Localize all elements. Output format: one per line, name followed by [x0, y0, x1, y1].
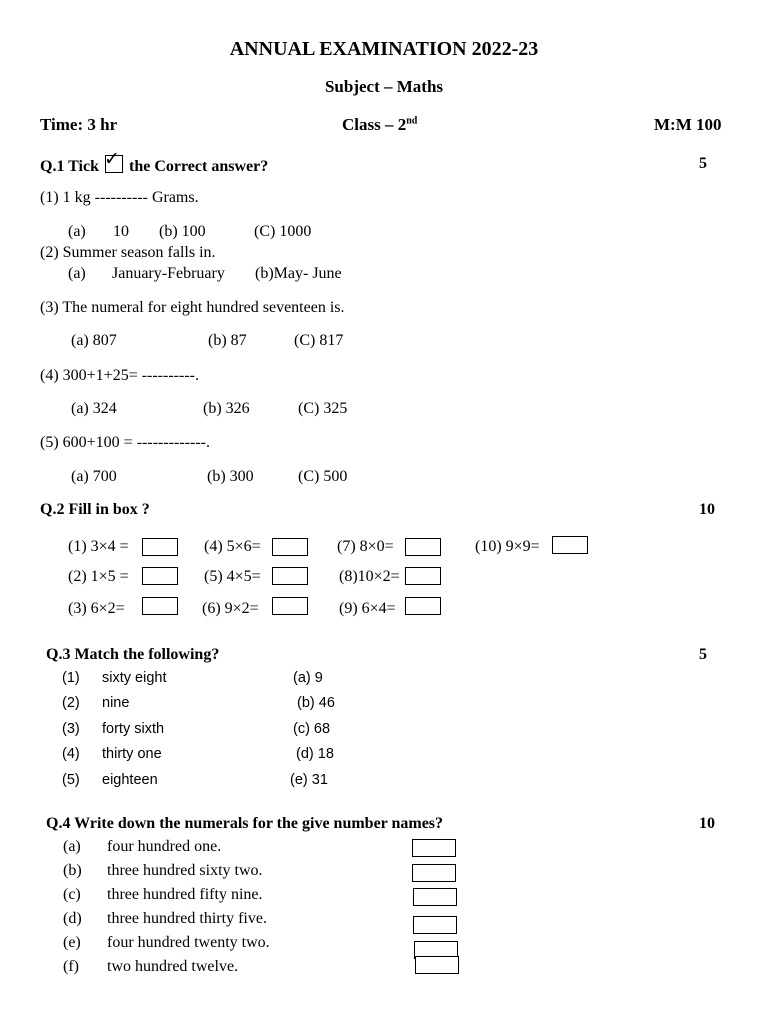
match-number: (2) [62, 695, 80, 711]
q2-item: (2) 1×5 = [68, 568, 129, 585]
answer-box[interactable] [272, 538, 308, 556]
answer-box[interactable] [412, 864, 456, 882]
match-right-item: (e) 31 [290, 772, 328, 788]
answer-box[interactable] [405, 597, 441, 615]
q4-number-name: three hundred thirty five. [107, 910, 267, 927]
time-label: Time: 3 hr [40, 115, 118, 134]
match-left-item: sixty eight [102, 670, 167, 686]
q2-item: (3) 6×2= [68, 600, 125, 617]
match-right-item: (a) 9 [293, 670, 323, 686]
q4-label: (a) [63, 838, 81, 855]
answer-box[interactable] [413, 916, 457, 934]
q1-option: January-February [112, 265, 225, 282]
tick-box-icon [103, 148, 123, 173]
q2-item: (10) 9×9= [475, 538, 540, 555]
q1-question-2: (2) Summer season falls in. [40, 244, 216, 261]
q1-marks: 5 [699, 155, 707, 172]
q3-heading: Q.3 Match the following? [46, 646, 220, 663]
class-superscript: nd [406, 115, 418, 127]
q4-number-name: four hundred twenty two. [107, 934, 270, 951]
q3-marks: 5 [699, 646, 707, 663]
answer-box[interactable] [405, 538, 441, 556]
q1-option: 10 [113, 223, 129, 240]
match-left-item: eighteen [102, 772, 158, 788]
check-icon: ✓ [103, 148, 120, 170]
q2-heading: Q.2 Fill in box ? [40, 501, 150, 518]
q2-item: (9) 6×4= [339, 600, 396, 617]
q4-marks: 10 [699, 815, 715, 832]
q4-number-name: three hundred fifty nine. [107, 886, 263, 903]
q4-label: (e) [63, 934, 81, 951]
match-left-item: thirty one [102, 746, 162, 762]
match-number: (4) [62, 746, 80, 762]
q1-option: (b) 326 [203, 400, 250, 417]
q2-item: (6) 9×2= [202, 600, 259, 617]
answer-box[interactable] [142, 597, 178, 615]
q4-label: (d) [63, 910, 82, 927]
match-number: (5) [62, 772, 80, 788]
answer-box[interactable] [415, 956, 459, 974]
q1-option: (C) 325 [298, 400, 348, 417]
q2-item: (1) 3×4 = [68, 538, 129, 555]
answer-box[interactable] [272, 597, 308, 615]
answer-box[interactable] [552, 536, 588, 554]
match-left-item: forty sixth [102, 721, 165, 737]
max-marks: M:M 100 [654, 115, 722, 134]
q1-option: (b) 100 [159, 223, 206, 240]
subject-line: Subject – Maths [324, 77, 444, 96]
q1-question-4: (4) 300+1+25= ----------. [40, 367, 200, 384]
q1-option: (C) 500 [298, 468, 348, 485]
q4-number-name: four hundred one. [107, 838, 222, 855]
q4-heading: Q.4 Write down the numerals for the give number names? [46, 815, 444, 832]
q1-heading: Q.1 Tick ✓ the Correct answer? [40, 148, 269, 175]
answer-box[interactable] [412, 839, 456, 857]
q2-item: (4) 5×6= [204, 538, 261, 555]
q1-option: (b) 87 [208, 332, 247, 349]
answer-box[interactable] [272, 567, 308, 585]
q2-marks: 10 [699, 501, 715, 518]
match-right-item: (b) 46 [297, 695, 335, 711]
q4-number-name: two hundred twelve. [107, 958, 239, 975]
q4-number-name: three hundred sixty two. [107, 862, 263, 879]
answer-box[interactable] [142, 567, 178, 585]
q1-question-1: (1) 1 kg ---------- Grams. [40, 189, 199, 206]
q4-label: (c) [63, 886, 81, 903]
match-left-item: nine [102, 695, 130, 711]
q1-option: (b)May- June [255, 265, 342, 282]
q1-option: (C) 1000 [254, 223, 312, 240]
q2-item: (5) 4×5= [204, 568, 261, 585]
match-right-item: (d) 18 [296, 746, 334, 762]
class-label: Class – 2nd [342, 115, 418, 134]
q1-option: (C) 817 [294, 332, 344, 349]
q2-item: (8)10×2= [339, 568, 400, 585]
q1-option: (a) 700 [71, 468, 117, 485]
q4-label: (f) [63, 958, 79, 975]
q2-item: (7) 8×0= [337, 538, 394, 555]
q1-question-3: (3) The numeral for eight hundred seventeen is. [40, 299, 345, 316]
match-number: (3) [62, 721, 80, 737]
answer-box[interactable] [413, 888, 457, 906]
q1-option: (a) 807 [71, 332, 117, 349]
q1-question-5: (5) 600+100 = -------------. [40, 434, 210, 451]
exam-title: ANNUAL EXAMINATION 2022-23 [229, 38, 539, 60]
match-right-item: (c) 68 [293, 721, 331, 737]
q1-option: (b) 300 [207, 468, 254, 485]
match-number: (1) [62, 670, 80, 686]
q1-option: (a) [68, 223, 86, 240]
q1-option: (a) [68, 265, 86, 282]
q4-label: (b) [63, 862, 82, 879]
answer-box[interactable] [142, 538, 178, 556]
q1-option: (a) 324 [71, 400, 117, 417]
answer-box[interactable] [405, 567, 441, 585]
